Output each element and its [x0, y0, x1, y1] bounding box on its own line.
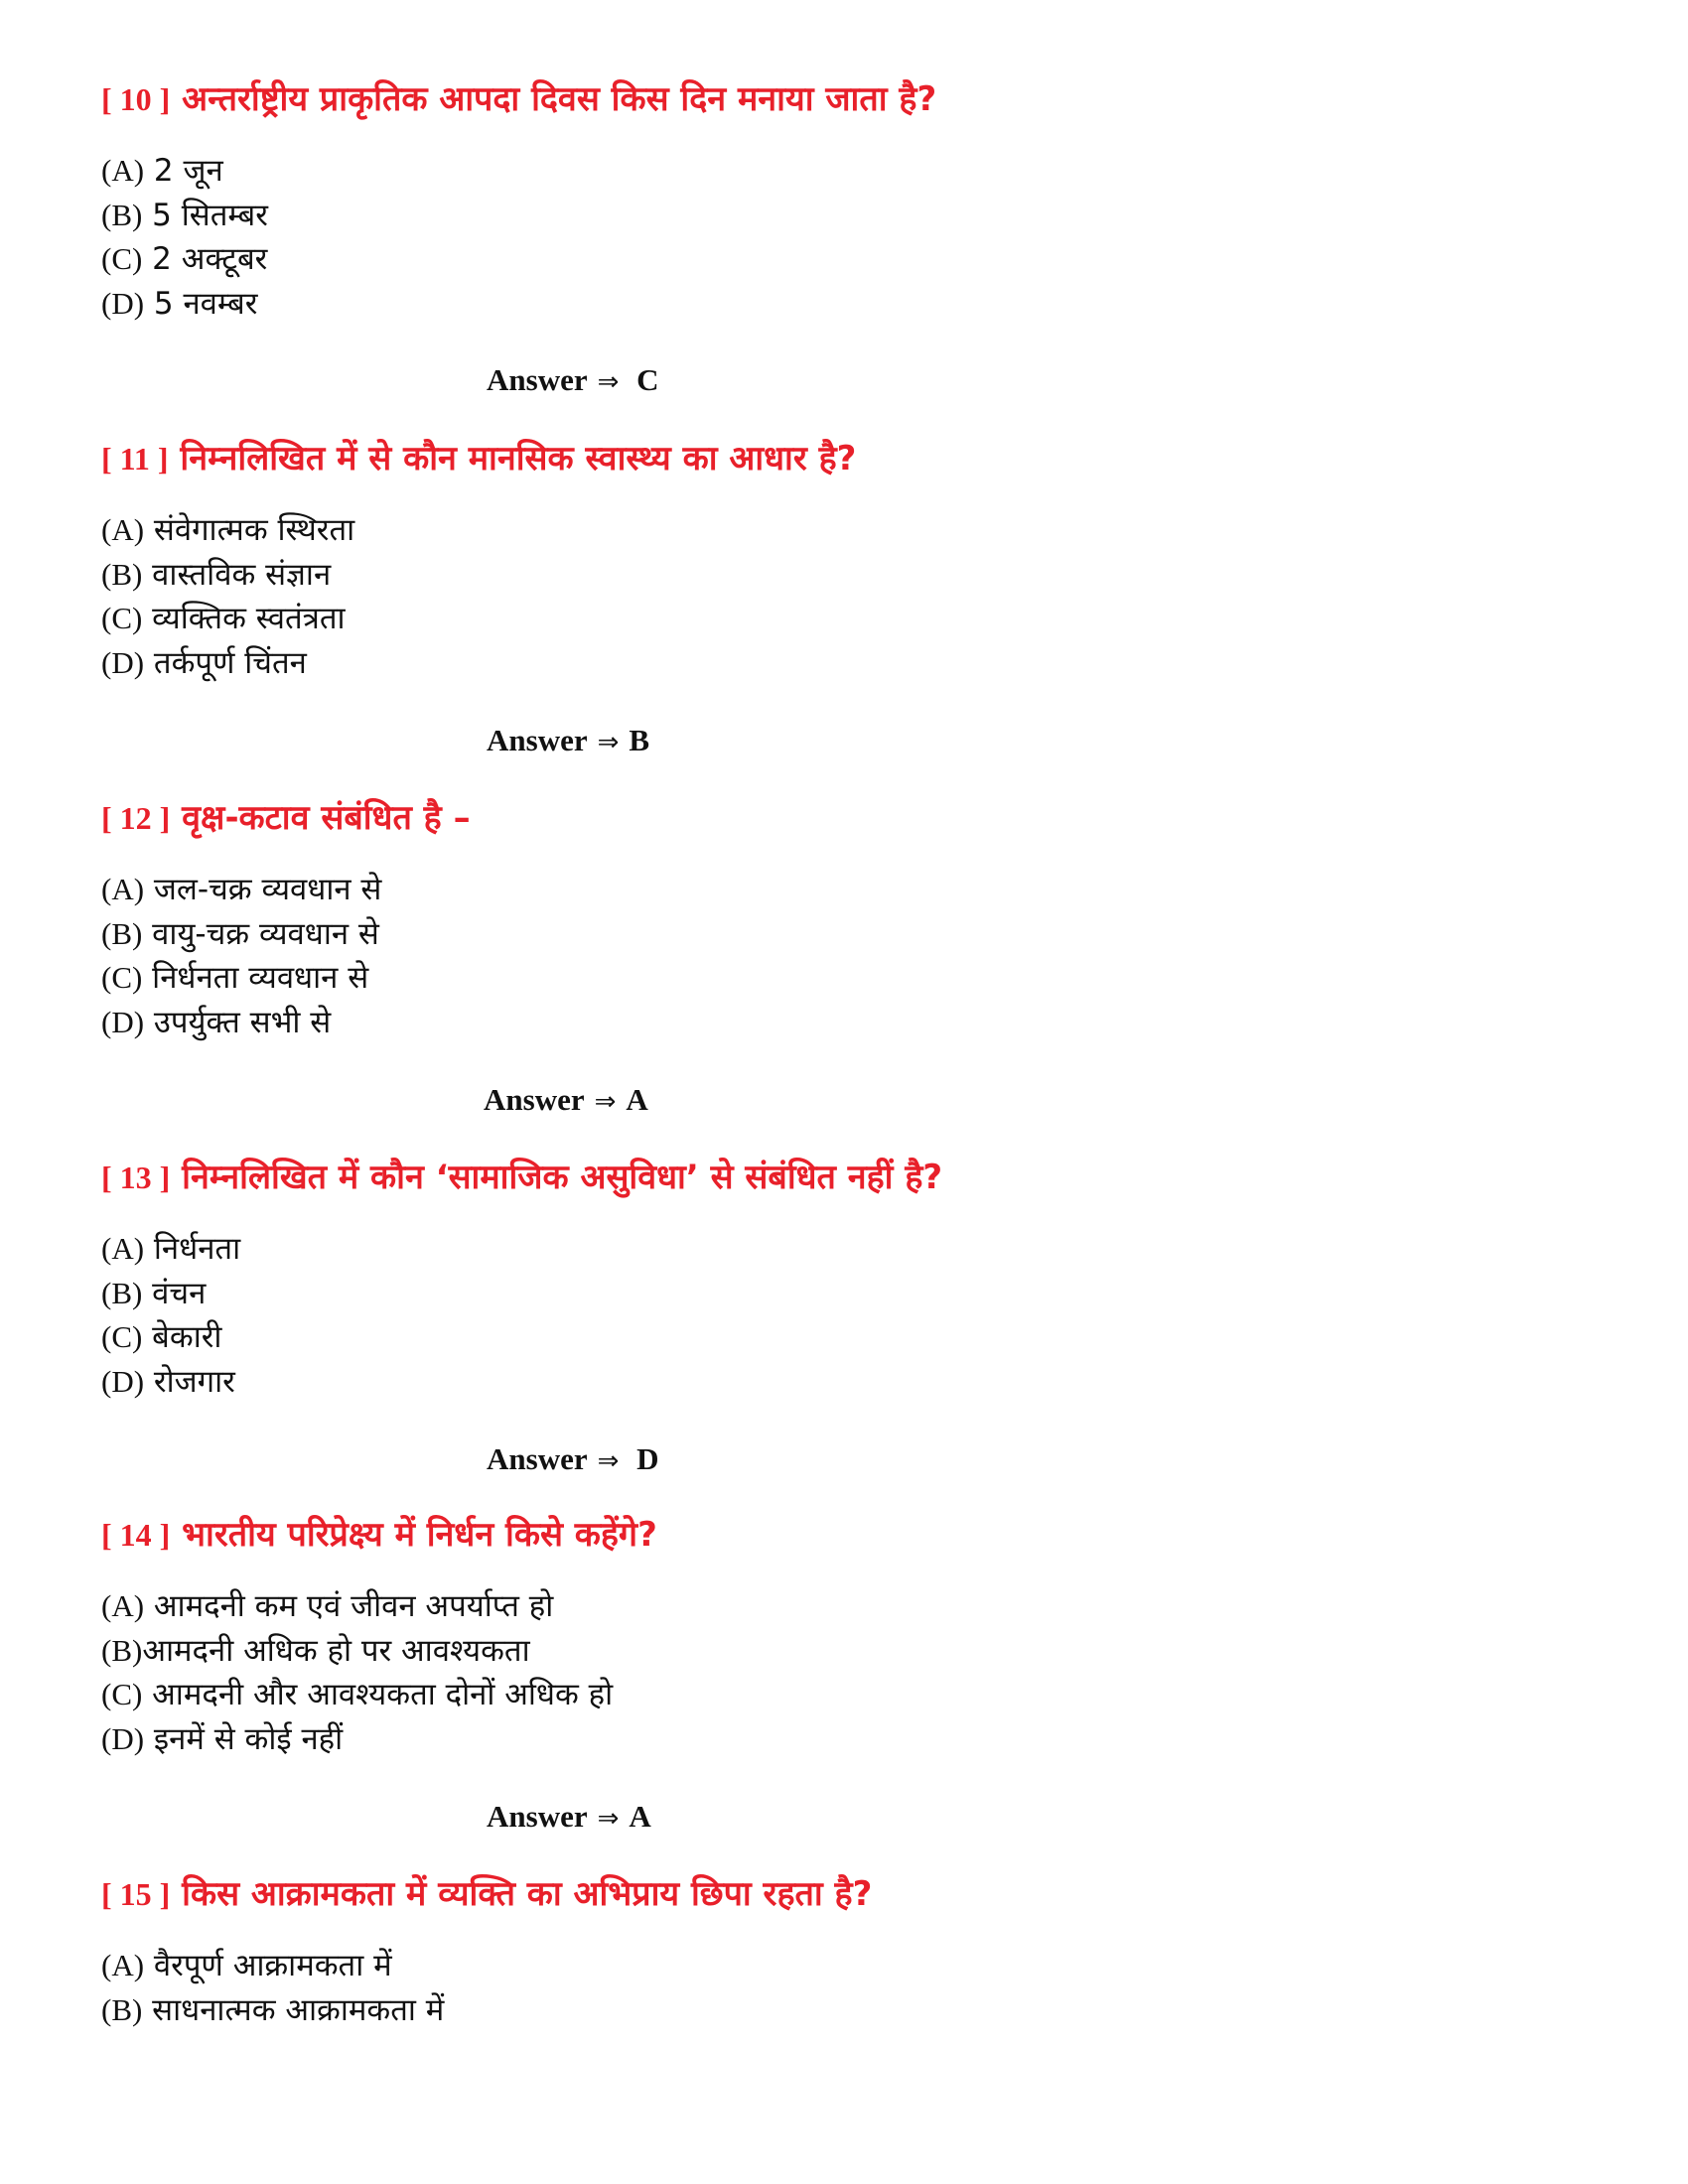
option-letter: (D) — [101, 644, 145, 680]
answer-arrow: ⇒ — [597, 728, 620, 757]
option-letter: (B) — [101, 556, 143, 592]
option-letter: (A) — [101, 512, 145, 547]
option-letter: (D) — [101, 1363, 145, 1399]
question-title — [101, 1872, 1591, 1916]
answer-label: Answer — [487, 1799, 588, 1834]
question-11 — [101, 437, 1591, 685]
answer-13 — [487, 1439, 659, 1481]
question-13 — [101, 1156, 1591, 1404]
option-d — [101, 1360, 1591, 1405]
option-letter: (A) — [101, 153, 145, 188]
option-letter: (A) — [101, 872, 145, 906]
option-text: 2 अक्टूबर — [142, 241, 268, 277]
option-a — [101, 1227, 1591, 1272]
option-d — [101, 282, 1591, 327]
option-c — [101, 956, 1591, 1001]
option-text: 2 जून — [144, 153, 223, 189]
option-c — [101, 1673, 1591, 1717]
option-text: साधनात्मक आक्रामकता में — [142, 1991, 445, 2028]
answer-value: A — [629, 1799, 651, 1834]
question-text: निम्नलिखित में कौन ‘सामाजिक असुविधा’ से संबंधित नहीं है? — [182, 1158, 943, 1197]
answer-value: B — [629, 723, 650, 757]
option-text: तर्कपूर्ण चिंतन — [144, 644, 307, 681]
option-a — [101, 1944, 1591, 1988]
answer-11 — [487, 721, 649, 762]
option-d — [101, 641, 1591, 686]
option-d — [101, 1717, 1591, 1762]
option-text: आमदनी और आवश्यकता दोनों अधिक हो — [142, 1677, 614, 1712]
option-text: बेकारी — [142, 1319, 222, 1355]
option-text: वास्तविक संज्ञान — [142, 556, 332, 593]
question-15 — [101, 1872, 1591, 2032]
question-number: [ 13 ] — [101, 1160, 171, 1195]
option-c — [101, 237, 1591, 282]
option-text: आमदनी कम एवं जीवन अपर्याप्त हो — [144, 1588, 554, 1624]
question-text: किस आक्रामकता में व्यक्ति का अभिप्राय छिपा रहता है? — [182, 1874, 873, 1914]
answer-arrow: ⇒ — [594, 1087, 617, 1117]
option-letter: (C) — [101, 1319, 143, 1354]
option-text: उपर्युक्त सभी से — [144, 1004, 332, 1040]
option-text: आमदनी अधिक हो पर आवश्यकता — [142, 1632, 530, 1669]
options-list — [101, 1944, 1591, 2032]
option-letter: (B) — [101, 915, 143, 951]
option-b — [101, 194, 1591, 238]
question-title — [101, 1156, 1591, 1199]
option-letter: (D) — [101, 1720, 145, 1756]
answer-label: Answer — [487, 362, 588, 397]
option-b — [101, 912, 1591, 957]
options-list — [101, 149, 1591, 326]
option-a — [101, 1584, 1591, 1629]
answer-arrow: ⇒ — [597, 1446, 620, 1476]
option-c — [101, 1315, 1591, 1360]
question-text: निम्नलिखित में से कौन मानसिक स्वास्थ्य का आधार है? — [180, 439, 857, 478]
option-b — [101, 1272, 1591, 1316]
answer-10 — [487, 360, 659, 402]
question-12 — [101, 796, 1591, 1044]
answer-value: A — [626, 1082, 648, 1117]
option-letter: (C) — [101, 960, 143, 995]
option-text: व्यक्तिक स्वतंत्रता — [142, 601, 346, 636]
option-b — [101, 1988, 1591, 2033]
answer-value: D — [629, 1441, 659, 1476]
option-letter: (B) — [101, 1991, 143, 2027]
options-list — [101, 1227, 1591, 1404]
option-letter: (D) — [101, 285, 145, 321]
option-letter: (A) — [101, 1588, 145, 1623]
option-text: रोजगार — [144, 1363, 235, 1400]
answer-14 — [487, 1797, 651, 1839]
option-text: वायु-चक्र व्यवधान से — [142, 915, 379, 952]
option-letter: (A) — [101, 1948, 145, 1982]
option-b — [101, 553, 1591, 598]
option-letter: (B) — [101, 197, 143, 232]
option-d — [101, 1001, 1591, 1045]
answer-label: Answer — [484, 1082, 585, 1117]
answer-label: Answer — [487, 723, 588, 757]
option-text: निर्धनता — [144, 1231, 241, 1267]
option-b — [101, 1629, 1591, 1674]
question-number: [ 11 ] — [101, 441, 169, 477]
question-number: [ 15 ] — [101, 1876, 171, 1912]
question-text: अन्तर्राष्ट्रीय प्राकृतिक आपदा दिवस किस दिन मनाया जाता है? — [182, 79, 937, 119]
option-letter: (C) — [101, 601, 143, 635]
options-list — [101, 508, 1591, 685]
option-letter: (D) — [101, 1004, 145, 1039]
option-text: निर्धनता व्यवधान से — [142, 960, 369, 996]
question-number: [ 14 ] — [101, 1517, 171, 1553]
option-a — [101, 149, 1591, 194]
option-text: वैरपूर्ण आक्रामकता में — [144, 1948, 392, 1983]
answer-12 — [484, 1080, 648, 1122]
question-14 — [101, 1513, 1591, 1761]
option-letter: (C) — [101, 241, 143, 276]
option-text: 5 नवम्बर — [144, 285, 258, 322]
question-title — [101, 77, 1591, 121]
option-letter: (A) — [101, 1231, 145, 1266]
answer-label: Answer — [487, 1441, 588, 1476]
option-letter: (B) — [101, 1632, 143, 1668]
option-text: जल-चक्र व्यवधान से — [144, 872, 382, 907]
option-text: वंचन — [142, 1275, 207, 1311]
question-text: वृक्ष-कटाव संबंधित है – — [182, 798, 471, 838]
answer-value: C — [629, 362, 659, 397]
question-10 — [101, 77, 1591, 326]
question-title — [101, 437, 1591, 480]
option-text: 5 सितम्बर — [142, 197, 268, 233]
option-text: संवेगात्मक स्थिरता — [144, 512, 355, 548]
question-text: भारतीय परिप्रेक्ष्य में निर्धन किसे कहेंगे? — [182, 1515, 657, 1555]
question-number: [ 10 ] — [101, 81, 171, 117]
option-c — [101, 597, 1591, 641]
options-list — [101, 1584, 1591, 1761]
question-title — [101, 1513, 1591, 1557]
options-list — [101, 868, 1591, 1044]
option-a — [101, 868, 1591, 912]
answer-arrow: ⇒ — [597, 367, 620, 397]
option-text: इनमें से कोई नहीं — [144, 1720, 344, 1757]
answer-arrow: ⇒ — [597, 1804, 620, 1834]
option-letter: (C) — [101, 1677, 143, 1711]
question-number: [ 12 ] — [101, 800, 171, 836]
option-letter: (B) — [101, 1275, 143, 1310]
question-title — [101, 796, 1591, 840]
option-a — [101, 508, 1591, 553]
